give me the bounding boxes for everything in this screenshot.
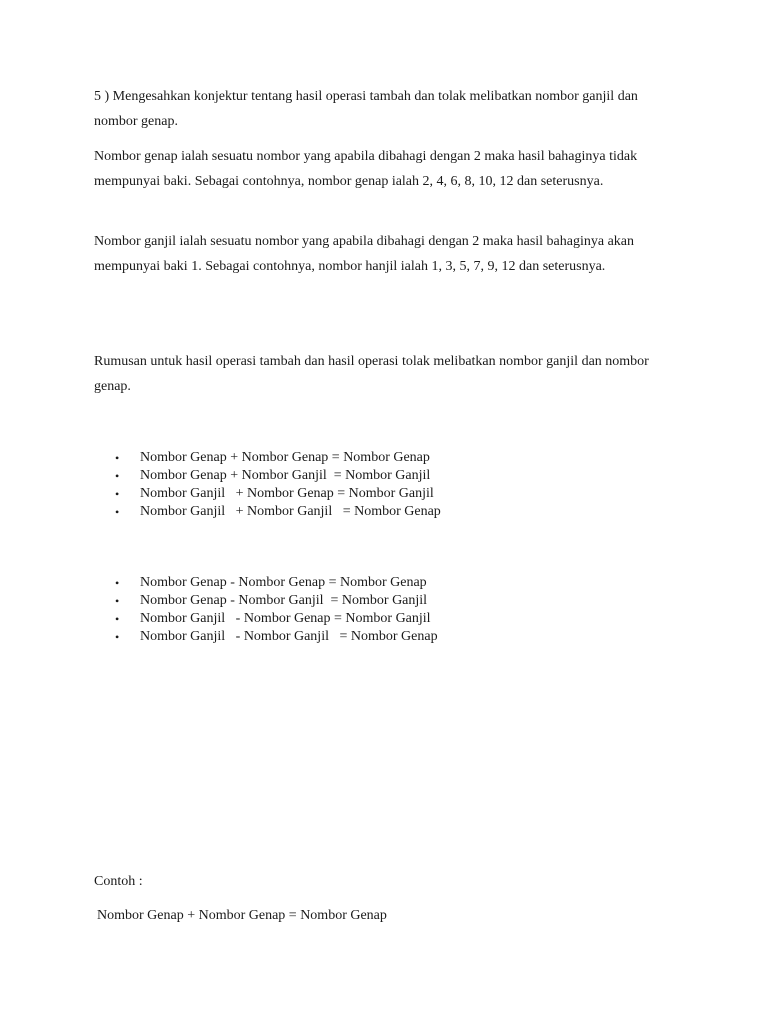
bullet-icon: • [115,612,120,626]
rule-text: Nombor Ganjil - Nombor Ganjil = Nombor Genap [140,629,438,644]
list-item [115,449,441,467]
list-item [115,574,438,592]
bullet-icon: • [115,487,120,501]
bullet-icon: • [115,630,120,644]
rule-text: Nombor Genap - Nombor Ganjil = Nombor Ganjil [140,593,428,608]
rule-text: Nombor Ganjil - Nombor Genap = Nombor Ganjil [140,611,431,626]
rule-text: Nombor Genap + Nombor Ganjil = Nombor Ganjil [140,468,431,483]
odd-number-definition: Nombor ganjil ialah sesuatu nombor yang apabila dibahagi dengan 2 maka hasil bahaginya akan mempunyai baki 1. Sebagai contohnya, nombor hanjil ialah 1, 3, 5, 7, 9, 12 dan seterusnya. [94,234,635,274]
bullet-icon: • [115,594,120,608]
rule-text: Nombor Genap + Nombor Genap = Nombor Genap [140,450,430,465]
bullet-icon: • [115,505,120,519]
example-equation: Nombor Genap + Nombor Genap = Nombor Genap [97,908,387,923]
heading-paragraph: 5 ) Mengesahkan konjektur tentang hasil operasi tambah dan tolak melibatkan nombor ganjil dan nombor genap. [94,89,638,129]
list-item [115,628,438,646]
list-item [115,592,438,610]
even-number-definition: Nombor genap ialah sesuatu nombor yang apabila dibahagi dengan 2 maka hasil bahaginya tidak mempunyai baki. Sebagai contohnya, nombor genap ialah 2, 4, 6, 8, 10, 12 dan seterusnya. [94,149,638,189]
summary-intro: Rumusan untuk hasil operasi tambah dan hasil operasi tolak melibatkan nombor ganjil dan nombor genap. [94,354,649,394]
list-item [115,467,441,485]
addition-rules-list [115,449,441,521]
bullet-icon: • [115,451,120,465]
rule-text: Nombor Genap - Nombor Genap = Nombor Genap [140,575,427,590]
rule-text: Nombor Ganjil + Nombor Ganjil = Nombor Genap [140,504,441,519]
bullet-icon: • [115,469,120,483]
list-item [115,503,441,521]
rule-text: Nombor Ganjil + Nombor Genap = Nombor Ganjil [140,486,434,501]
list-item [115,485,441,503]
list-item [115,610,438,628]
example-label: Contoh : [94,874,143,889]
subtraction-rules-list [115,574,438,646]
bullet-icon: • [115,576,120,590]
